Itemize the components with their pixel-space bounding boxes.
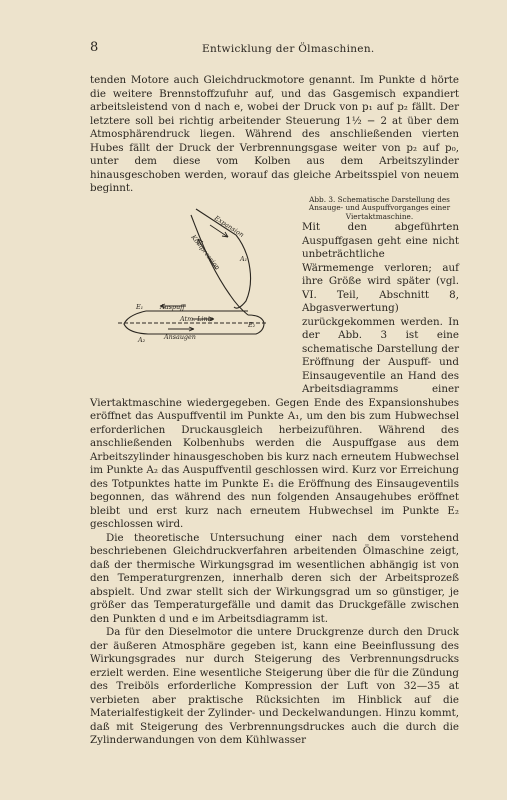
page-header xyxy=(90,40,459,60)
figure-caption: Abb. 3. Schematische Darstellung des Ansauge- und Auspuffvorganges einer Viertaktmaschine. xyxy=(308,194,451,221)
paragraph-3: Die theoretische Untersuchung einer nach dem vorstehend beschriebenen Gleichdruckverfahren arbeitenden Ölmaschine zeigt, daß der thermische Wirkungsgrad im wesentlichen abhängig ist von den Temperaturgrenzen, innerhalb deren sich der Arbeitsprozeß abspielt. Und zwar stellt sich der Wirkungsgrad um so günstiger, je größer das Temperaturgefälle und damit das Druckgefälle zwischen den Punkten d und e im Arbeitsdiagramm ist. xyxy=(90,531,459,625)
pv-diagram xyxy=(88,199,294,367)
label-kompression: Kompression xyxy=(189,232,222,271)
label-a1: A₁ xyxy=(240,254,248,263)
label-atm-linie: Atm. Linie xyxy=(180,314,214,323)
paragraph-2-text: Mit den abgeführten Auspuffgasen geht eine nicht unbeträchtliche Wärmemenge verloren; auf ihre Größe wird später (vgl. VI. Teil, Abschnitt 8, Abgasverwertung) zurückgekommen werden. In der Abb. 3 ist eine schematische Darstellung der Eröffnung der Auspuff- und Einsaugeventile an Hand des Arbeitsdiagramms einer Viertaktmaschine wiedergegeben. Gegen Ende des Expansionshubes eröffnet das Auspuffventil im Punkte A₁, um den bis zum Hubwechsel erforderlichen Druckausgleich herbeizuführen. Während des anschließenden Kolbenhubs werden die Auspuffgase aus dem Arbeitszylinder hinausgeschoben bis kurz nach erneutem Hubwechsel im Punkte A₂ das Auspuffventil geschlossen wird. Kurz vor Erreichung des Totpunktes hatte im Punkte E₁ die Eröffnung des Einsaugeventils begonnen, das während des nun folgenden Ansaugehubes eröffnet bleibt und erst kurz nach erneutem Hubwechsel im Punkte E₂ geschlossen wird. xyxy=(90,221,459,531)
label-e1: E₁ xyxy=(136,302,144,311)
label-a2: A₂ xyxy=(138,335,146,344)
body-text xyxy=(90,74,459,748)
page-number: 8 xyxy=(90,40,99,55)
paragraph-4: Da für den Dieselmotor die untere Druckgrenze durch den Druck der äußeren Atmosphäre gegeben ist, kann eine Beeinflussung des Wirkungsgrades nur durch Steigerung des Verbrennungsdrucks erzielt werden. Eine wesentliche Steigerung über die für die Zündung des Treiböls erforderliche Kompression der Luft von 32—35 at verbieten aber praktische Rücksichten im Hinblick auf die Materialfestigkeit der Zylinder- und Deckelwandungen. Hinzu kommt, daß mit Steigerung des Verbrennungsdruckes auch die durch die Zylinderwandungen von dem Kühlwasser xyxy=(90,626,459,747)
label-expansion: Expansion xyxy=(212,213,246,239)
label-auspuff: Auspuff xyxy=(160,302,185,311)
label-ansaugen: Ansaugen xyxy=(164,332,196,341)
figure-3 xyxy=(88,199,294,395)
running-head: Entwicklung der Ölmaschinen. xyxy=(202,43,375,55)
label-e2: E₂ xyxy=(248,320,256,329)
paragraph-1: tenden Motore auch Gleichdruckmotore genannt. Im Punkte d hörte die weitere Brennstoffzufuhr auf, und das Gasgemisch expandiert arbeitsleistend von d nach e, wobei der Druck von p₁ auf p₂ fällt. Der letztere soll bei richtig arbeitender Steuerung 1½ − 2 at über dem Atmosphärendruck liegen. Während des anschließenden vierten Hubes fällt der Druck der Verbrennungsgase weiter von p₂ auf p₀, unter dem diese vom Kolben aus dem Arbeitszylinder hinausgeschoben werden, worauf das gleiche Arbeitsspiel von neuem beginnt. xyxy=(90,74,459,194)
